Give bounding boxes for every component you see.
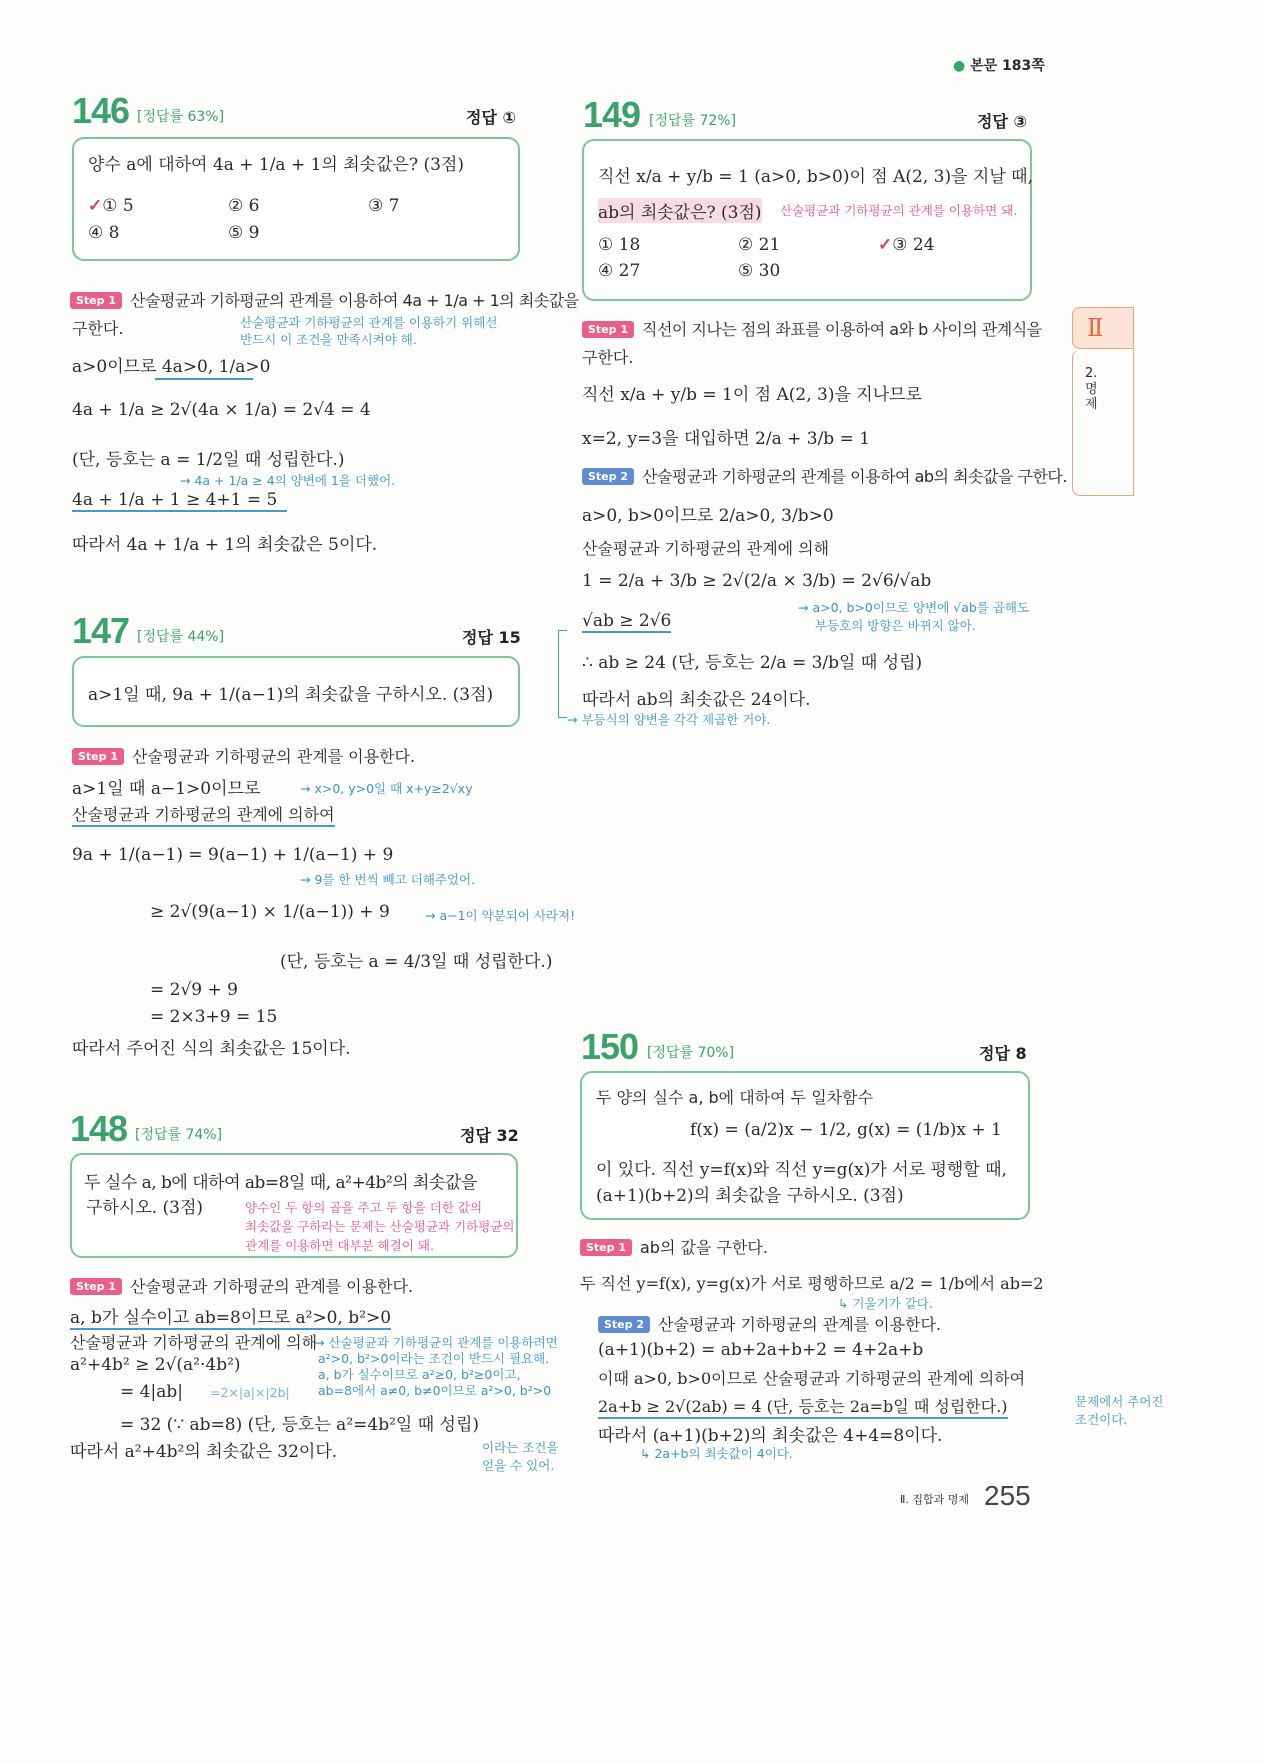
conclusion-line: 따라서 a²+4b²의 최솟값은 32이다. <box>70 1442 338 1462</box>
step-text: 산술평균과 기하평균의 관계를 이용하여 ab의 최솟값을 구한다. <box>642 467 1067 486</box>
annotation-note: → x>0, y>0일 때 x+y≥2√xy <box>300 781 473 796</box>
annotation-note: a²>0, b²>0이라는 조건이 반드시 필요해. <box>318 1351 550 1366</box>
choice-2[interactable]: ② 21 <box>738 235 781 255</box>
footer-chapter: Ⅱ. 집합과 명제 <box>900 1493 970 1506</box>
solution-line: 9a + 1/(a−1) = 9(a−1) + 1/(a−1) + 9 <box>72 845 394 865</box>
annotation-note: 산술평균과 기하평균의 관계를 이용하면 돼. <box>780 203 1018 218</box>
answer-label: 정답 ① <box>466 108 517 127</box>
step-text: ab의 값을 구한다. <box>640 1238 768 1257</box>
solution-line: (단, 등호는 a = 4/3일 때 성립한다.) <box>280 952 553 972</box>
annotation-note: 문제에서 주어진 <box>1075 1394 1164 1409</box>
solution-line: a²+4b² ≥ 2√(a²·4b²) <box>70 1355 241 1375</box>
question-text: 두 양의 실수 a, b에 대하여 두 일차함수 <box>596 1088 874 1107</box>
question-text: f(x) = (a/2)x − 1/2, g(x) = (1/b)x + 1 <box>690 1120 1002 1140</box>
solution-line: (단, 등호는 a = 1/2일 때 성립한다.) <box>72 450 345 470</box>
choice-3[interactable]: ✓③ 24 <box>878 235 935 255</box>
check-mark-icon: ✓ <box>88 196 103 216</box>
solution-line: 이때 a>0, b>0이므로 산술평균과 기하평균의 관계에 의하여 <box>598 1369 1026 1388</box>
underline <box>155 378 253 380</box>
choice-1[interactable]: ① 18 <box>598 235 641 255</box>
question-text: 양수 a에 대하여 4a + 1/a + 1의 최솟값은? (3점) <box>88 155 464 175</box>
choice-4[interactable]: ④ 8 <box>88 223 120 243</box>
annotation-note: → a>0, b>0이므로 양변에 √ab를 곱해도 <box>798 600 1030 615</box>
question-text: (a+1)(b+2)의 최솟값을 구하시오. (3점) <box>596 1186 904 1206</box>
annotation-note: ab=8에서 a≠0, b≠0이므로 a²>0, b²>0 <box>318 1383 552 1398</box>
answer-label: 정답 ③ <box>977 112 1028 131</box>
solution-line: (a+1)(b+2) = ab+2a+b+2 = 4+2a+b <box>598 1340 924 1360</box>
choice-1[interactable]: ✓① 5 <box>88 196 134 216</box>
question-text: 이 있다. 직선 y=f(x)와 직선 y=g(x)가 서로 평행할 때, <box>596 1160 1007 1180</box>
solution-line: 4a + 1/a ≥ 2√(4a × 1/a) = 2√4 = 4 <box>72 400 371 420</box>
annotation-note: 반드시 이 조건을 만족시켜야 해. <box>240 332 417 347</box>
step-1 <box>582 317 1042 340</box>
solution-line: = 4|ab| <box>120 1382 183 1402</box>
step-badge: Step 1 <box>70 1278 122 1295</box>
annotation-note: 이라는 조건을 <box>482 1440 559 1455</box>
solution-line: 2a+b ≥ 2√(2ab) = 4 (단, 등호는 2a=b일 때 성립한다.) <box>598 1394 1008 1419</box>
solution-line: 구한다. <box>72 319 124 338</box>
annotation-note: 부등호의 방향은 바뀌지 않아. <box>815 618 976 633</box>
step-text: 산술평균과 기하평균의 관계를 이용한다. <box>130 1277 414 1296</box>
solution-line: 구한다. <box>582 348 634 367</box>
step-badge: Step 1 <box>580 1239 632 1256</box>
problem-number: 150 <box>581 1026 639 1067</box>
bracket-connector <box>558 630 567 718</box>
step-badge: Step 1 <box>70 292 122 309</box>
question-text: 두 실수 a, b에 대하여 ab=8일 때, a²+4b²의 최솟값을 <box>84 1173 477 1193</box>
page-reference <box>953 55 1045 75</box>
step-badge: Step 2 <box>582 468 634 485</box>
solution-line: a>0이므로 4a>0, 1/a>0 <box>72 357 271 377</box>
step-1 <box>580 1235 768 1258</box>
annotation-note: 얻을 수 있어. <box>482 1458 555 1473</box>
annotation-note: → 부등식의 양변을 각각 제곱한 거야. <box>567 712 771 727</box>
correct-rate: [정답률 74%] <box>135 1127 223 1143</box>
annotation-note: → 9를 한 번씩 빼고 더해주었어. <box>300 872 476 887</box>
step-1 <box>70 288 579 311</box>
step-text: 산술평균과 기하평균의 관계를 이용한다. <box>132 747 416 766</box>
question-text: 구하시오. (3점) <box>86 1198 203 1218</box>
answer-label: 정답 15 <box>462 628 521 647</box>
conclusion-line: 따라서 4a + 1/a + 1의 최솟값은 5이다. <box>72 535 378 555</box>
annotation-note: → a−1이 약분되어 사라져! <box>425 908 576 923</box>
annotation-note: 산술평균과 기하평균의 관계를 이용하기 위해선 <box>240 315 498 330</box>
step-1 <box>72 744 415 767</box>
problem-number: 146 <box>72 90 130 131</box>
choice-5[interactable]: ⑤ 30 <box>738 261 781 281</box>
question-text: a>1일 때, 9a + 1/(a−1)의 최솟값을 구하시오. (3점) <box>88 685 494 705</box>
solution-line: x=2, y=3을 대입하면 2/a + 3/b = 1 <box>582 429 871 449</box>
answer-label: 정답 8 <box>979 1044 1027 1063</box>
solution-line: 1 = 2/a + 3/b ≥ 2√(2/a × 3/b) = 2√6/√ab <box>582 571 932 591</box>
solution-line: 산술평균과 기하평균의 관계에 의해 <box>70 1333 318 1352</box>
page-number: 255 <box>984 1480 1031 1511</box>
chapter-roman: Ⅱ <box>1087 314 1104 342</box>
annotation-note: 양수인 두 항의 곱을 주고 두 항을 더한 값의 <box>245 1200 483 1215</box>
solution-line: 4a + 1/a + 1 ≥ 4+1 = 5 <box>72 490 287 512</box>
solution-line: ≥ 2√(9(a−1) × 1/(a−1)) + 9 <box>150 902 390 922</box>
question-text: ab의 최솟값은? (3점) <box>598 198 762 223</box>
problem-number: 147 <box>72 610 130 651</box>
conclusion-line: 따라서 ab의 최솟값은 24이다. <box>582 690 811 710</box>
step-badge: Step 1 <box>72 748 124 765</box>
step-badge: Step 1 <box>582 321 634 338</box>
answer-label: 정답 32 <box>460 1126 519 1145</box>
choice-2[interactable]: ② 6 <box>228 196 260 216</box>
step-text: 직선이 지나는 점의 좌표를 이용하여 a와 b 사이의 관계식을 <box>642 320 1042 339</box>
annotation-note: 관계를 이용하면 대부분 해결이 돼. <box>245 1238 434 1253</box>
annotation-note: 조건이다. <box>1075 1412 1128 1427</box>
problem-number: 149 <box>583 94 641 135</box>
solution-line: a>0, b>0이므로 2/a>0, 3/b>0 <box>582 506 834 526</box>
step-text: 산술평균과 기하평균의 관계를 이용하여 4a + 1/a + 1의 최솟값을 <box>130 291 579 310</box>
solution-line: √ab ≥ 2√6 <box>582 611 672 631</box>
solution-line: = 2√9 + 9 <box>150 980 238 1000</box>
solution-line: 산술평균과 기하평균의 관계에 의해 <box>582 539 830 558</box>
annotation-note: → 산술평균과 기하평균의 관계를 이용하려면 <box>314 1335 558 1350</box>
page-reference-label: 본문 183쪽 <box>970 58 1045 74</box>
conclusion-line: 따라서 주어진 식의 최솟값은 15이다. <box>72 1039 351 1059</box>
step-2 <box>598 1312 941 1335</box>
annotation-note: =2×|a|×|2b| <box>210 1385 290 1400</box>
arrow-circle-icon: ● <box>953 58 966 74</box>
annotation-note: ↳ 2a+b의 최솟값이 4이다. <box>640 1446 793 1461</box>
step-badge: Step 2 <box>598 1316 650 1333</box>
chapter-tab[interactable] <box>1072 307 1134 349</box>
correct-rate: [정답률 44%] <box>137 629 225 645</box>
solution-line: = 32 (∵ ab=8) (단, 등호는 a²=4b²일 때 성립) <box>120 1415 480 1435</box>
choice-4[interactable]: ④ 27 <box>598 261 641 281</box>
correct-rate: [정답률 63%] <box>137 109 225 125</box>
solution-line: = 2×3+9 = 15 <box>150 1007 278 1027</box>
solution-line: 두 직선 y=f(x), y=g(x)가 서로 평행하므로 a/2 = 1/b에서 ab=2 <box>580 1274 1044 1293</box>
annotation-note: → 4a + 1/a ≥ 4의 양변에 1을 더했어. <box>180 473 396 488</box>
question-text: 직선 x/a + y/b = 1 (a>0, b>0)이 점 A(2, 3)을 지날 때, <box>598 167 1033 187</box>
section-tab[interactable] <box>1072 350 1134 496</box>
check-mark-icon: ✓ <box>878 235 893 255</box>
conclusion-line: 따라서 (a+1)(b+2)의 최솟값은 4+4=8이다. <box>598 1426 943 1446</box>
annotation-note: 최솟값을 구하라는 문제는 산술평균과 기하평균의 <box>245 1219 515 1234</box>
choice-3[interactable]: ③ 7 <box>368 196 400 216</box>
section-name: 명제 <box>1085 382 1098 412</box>
solution-line: ∴ ab ≥ 24 (단, 등호는 2/a = 3/b일 때 성립) <box>582 653 923 673</box>
step-1 <box>70 1274 413 1297</box>
correct-rate: [정답률 72%] <box>649 113 737 129</box>
annotation-note: a, b가 실수이므로 a²≥0, b²≥0이고, <box>318 1367 521 1382</box>
choice-5[interactable]: ⑤ 9 <box>228 223 260 243</box>
correct-rate: [정답률 70%] <box>647 1045 735 1061</box>
problem-number: 148 <box>70 1108 128 1149</box>
annotation-note: ↳ 기울기가 같다. <box>838 1296 933 1311</box>
solution-line: a, b가 실수이고 ab=8이므로 a²>0, b²>0 <box>70 1303 391 1330</box>
solution-line: a>1일 때 a−1>0이므로 <box>72 779 261 799</box>
step-2 <box>582 464 1067 487</box>
solution-line: 직선 x/a + y/b = 1이 점 A(2, 3)을 지나므로 <box>582 385 922 405</box>
section-number: 2. <box>1085 366 1098 381</box>
solution-line: 산술평균과 기하평균의 관계에 의하여 <box>72 802 335 827</box>
step-text: 산술평균과 기하평균의 관계를 이용한다. <box>658 1315 942 1334</box>
